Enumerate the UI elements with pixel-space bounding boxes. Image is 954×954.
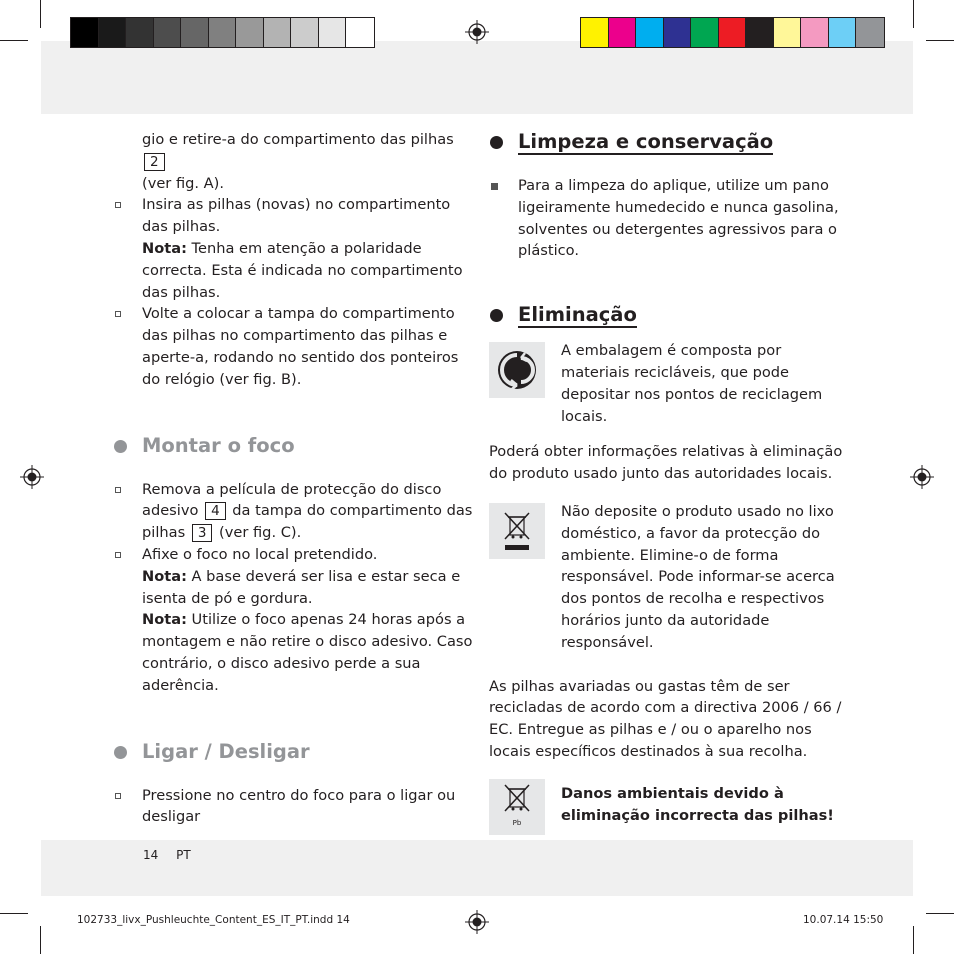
paragraph: Não deposite o produto usado no lixo doméstico, a favor da protecção do ambiente. Elimine-o de forma responsável. Pode informar-se acerca dos pontos de recolha e respectivos horários junto da autoridade responsável.: [561, 502, 835, 651]
left-column: [113, 129, 473, 828]
color-swatch: [664, 18, 692, 47]
checkbox-bullet-icon: [115, 552, 121, 558]
checkbox-bullet-icon: [115, 793, 121, 799]
part-number-ref: 3: [192, 524, 213, 542]
list-item-text: Para a limpeza do aplique, utilize um pano ligeiramente humedecido e nunca gasolina, solventes ou detergentes agressivos para o plástico.: [518, 177, 839, 260]
color-swatch: [719, 18, 747, 47]
list-item-text: (ver fig. C).: [219, 524, 302, 542]
paragraph: As pilhas avariadas ou gastas têm de ser recicladas de acordo com a directiva 2006 / 66 / EC. Entregue as pilhas e / ou o aparelho nos locais específicos destinados à sua recolha.: [489, 677, 842, 760]
color-swatch: [99, 18, 127, 47]
page-number: 14: [143, 848, 159, 862]
checkbox-bullet-icon: [115, 311, 121, 317]
list-item-text: Volte a colocar a tampa do compartimento das pilhas no compartimento das pilhas e aperte-a, rodando no sentido dos ponteiros do relógio (ver fig. B).: [142, 305, 459, 388]
color-swatch: [319, 18, 347, 47]
file-slug: 102733_livx_Pushleuchte_Content_ES_IT_PT.indd 14: [77, 914, 350, 926]
header-band: [41, 41, 913, 114]
note-label: Nota:: [142, 567, 187, 585]
packaging-recycling-note: [489, 340, 849, 427]
color-swatch: [126, 18, 154, 47]
color-swatch: [154, 18, 182, 47]
list-item: [489, 175, 849, 262]
pb-label: Pb: [512, 818, 522, 827]
list-item: [113, 303, 473, 390]
crop-mark: [926, 913, 954, 914]
language-code: PT: [176, 848, 191, 862]
warning-text: Danos ambientais devido à eliminação incorrecta das pilhas!: [561, 784, 834, 824]
registration-mark-icon: [465, 910, 489, 934]
section-heading: [489, 129, 849, 155]
right-column: [489, 129, 849, 833]
color-swatch: [581, 18, 609, 47]
green-dot-icon: [489, 342, 545, 398]
registration-mark-icon: [910, 465, 934, 489]
battery-warning-note: [489, 777, 849, 833]
color-swatch: [856, 18, 884, 47]
registration-mark-icon: [20, 465, 44, 489]
paragraph: Poderá obter informações relativas à eliminação do produto usado junto das autoridades locais.: [489, 443, 843, 483]
crossed-bin-icon: [489, 503, 545, 559]
date-slug: 10.07.14 15:50: [803, 914, 884, 926]
heading-bullet-icon: [490, 309, 503, 322]
crop-mark: [913, 926, 914, 954]
color-swatch: [829, 18, 857, 47]
color-swatch: [71, 18, 99, 47]
color-swatch: [691, 18, 719, 47]
color-swatch: [801, 18, 829, 47]
list-item: [113, 785, 473, 829]
list-item-text: (ver fig. A).: [142, 174, 224, 192]
part-number-ref: 2: [144, 153, 165, 171]
list-item: [113, 194, 473, 303]
heading-bullet-icon: [490, 136, 503, 149]
crop-mark: [40, 926, 41, 954]
color-swatch: [291, 18, 319, 47]
list-item-text: gio e retire-a do compartimento das pilhas: [142, 131, 454, 148]
list-item: [113, 479, 473, 544]
list-item-text: Insira as pilhas (novas) no compartimento das pilhas.: [142, 196, 451, 236]
heading-bullet-icon: [114, 440, 127, 453]
checkbox-bullet-icon: [115, 487, 121, 493]
paragraph: A embalagem é composta por materiais recicláveis, que pode depositar nos pontos de reciclagem locais.: [561, 342, 823, 425]
note-text: A base deverá ser lisa e estar seca e isenta de pó e gordura.: [142, 567, 461, 607]
note-text: Utilize o foco apenas 24 horas após a montagem e não retire o disco adesivo. Caso contrário, o disco adesivo perde a sua aderência.: [142, 611, 473, 694]
note-label: Nota:: [142, 611, 187, 629]
crop-mark: [0, 40, 28, 41]
section-heading: [113, 739, 473, 765]
note-text: Tenha em atenção a polaridade correcta. Esta é indicada no compartimento das pilhas.: [142, 239, 463, 301]
crop-mark: [913, 0, 914, 28]
color-swatch: [746, 18, 774, 47]
color-swatch: [264, 18, 292, 47]
crop-mark: [40, 0, 41, 28]
checkbox-bullet-icon: [115, 202, 121, 208]
list-item-text: da tampa do compartimento das pilhas: [142, 502, 473, 542]
colour-calibration-strip: [580, 17, 885, 48]
section-heading-text: Eliminação: [518, 303, 637, 327]
list-item: [113, 544, 473, 697]
note-label: Nota:: [142, 239, 187, 257]
list-item-text: Afixe o foco no local pretendido.: [142, 545, 378, 563]
crossed-bin-battery-icon: [489, 779, 545, 835]
heading-bullet-icon: [114, 746, 127, 759]
part-number-ref: 4: [205, 502, 226, 520]
page-footer: [143, 848, 205, 862]
list-item-text: Remova a película de protecção do disco adesivo: [142, 480, 442, 520]
color-swatch: [636, 18, 664, 47]
section-heading: [113, 433, 473, 459]
color-swatch: [346, 18, 374, 47]
color-swatch: [209, 18, 237, 47]
list-item: [113, 129, 473, 194]
color-swatch: [181, 18, 209, 47]
crop-mark: [0, 913, 28, 914]
registration-mark-icon: [465, 20, 489, 44]
section-heading-text: Montar o foco: [142, 433, 295, 457]
list-item-text: Pressione no centro do foco para o ligar ou desligar: [142, 786, 456, 826]
crop-mark: [926, 40, 954, 41]
color-swatch: [774, 18, 802, 47]
color-swatch: [609, 18, 637, 47]
section-heading-text: Ligar / Desligar: [142, 739, 310, 763]
square-bullet-icon: [491, 183, 498, 190]
section-heading: [489, 302, 849, 328]
color-swatch: [236, 18, 264, 47]
grey-calibration-strip: [70, 17, 375, 48]
section-heading-text: Limpeza e conservação: [518, 130, 774, 153]
weee-disposal-note: [489, 501, 849, 654]
